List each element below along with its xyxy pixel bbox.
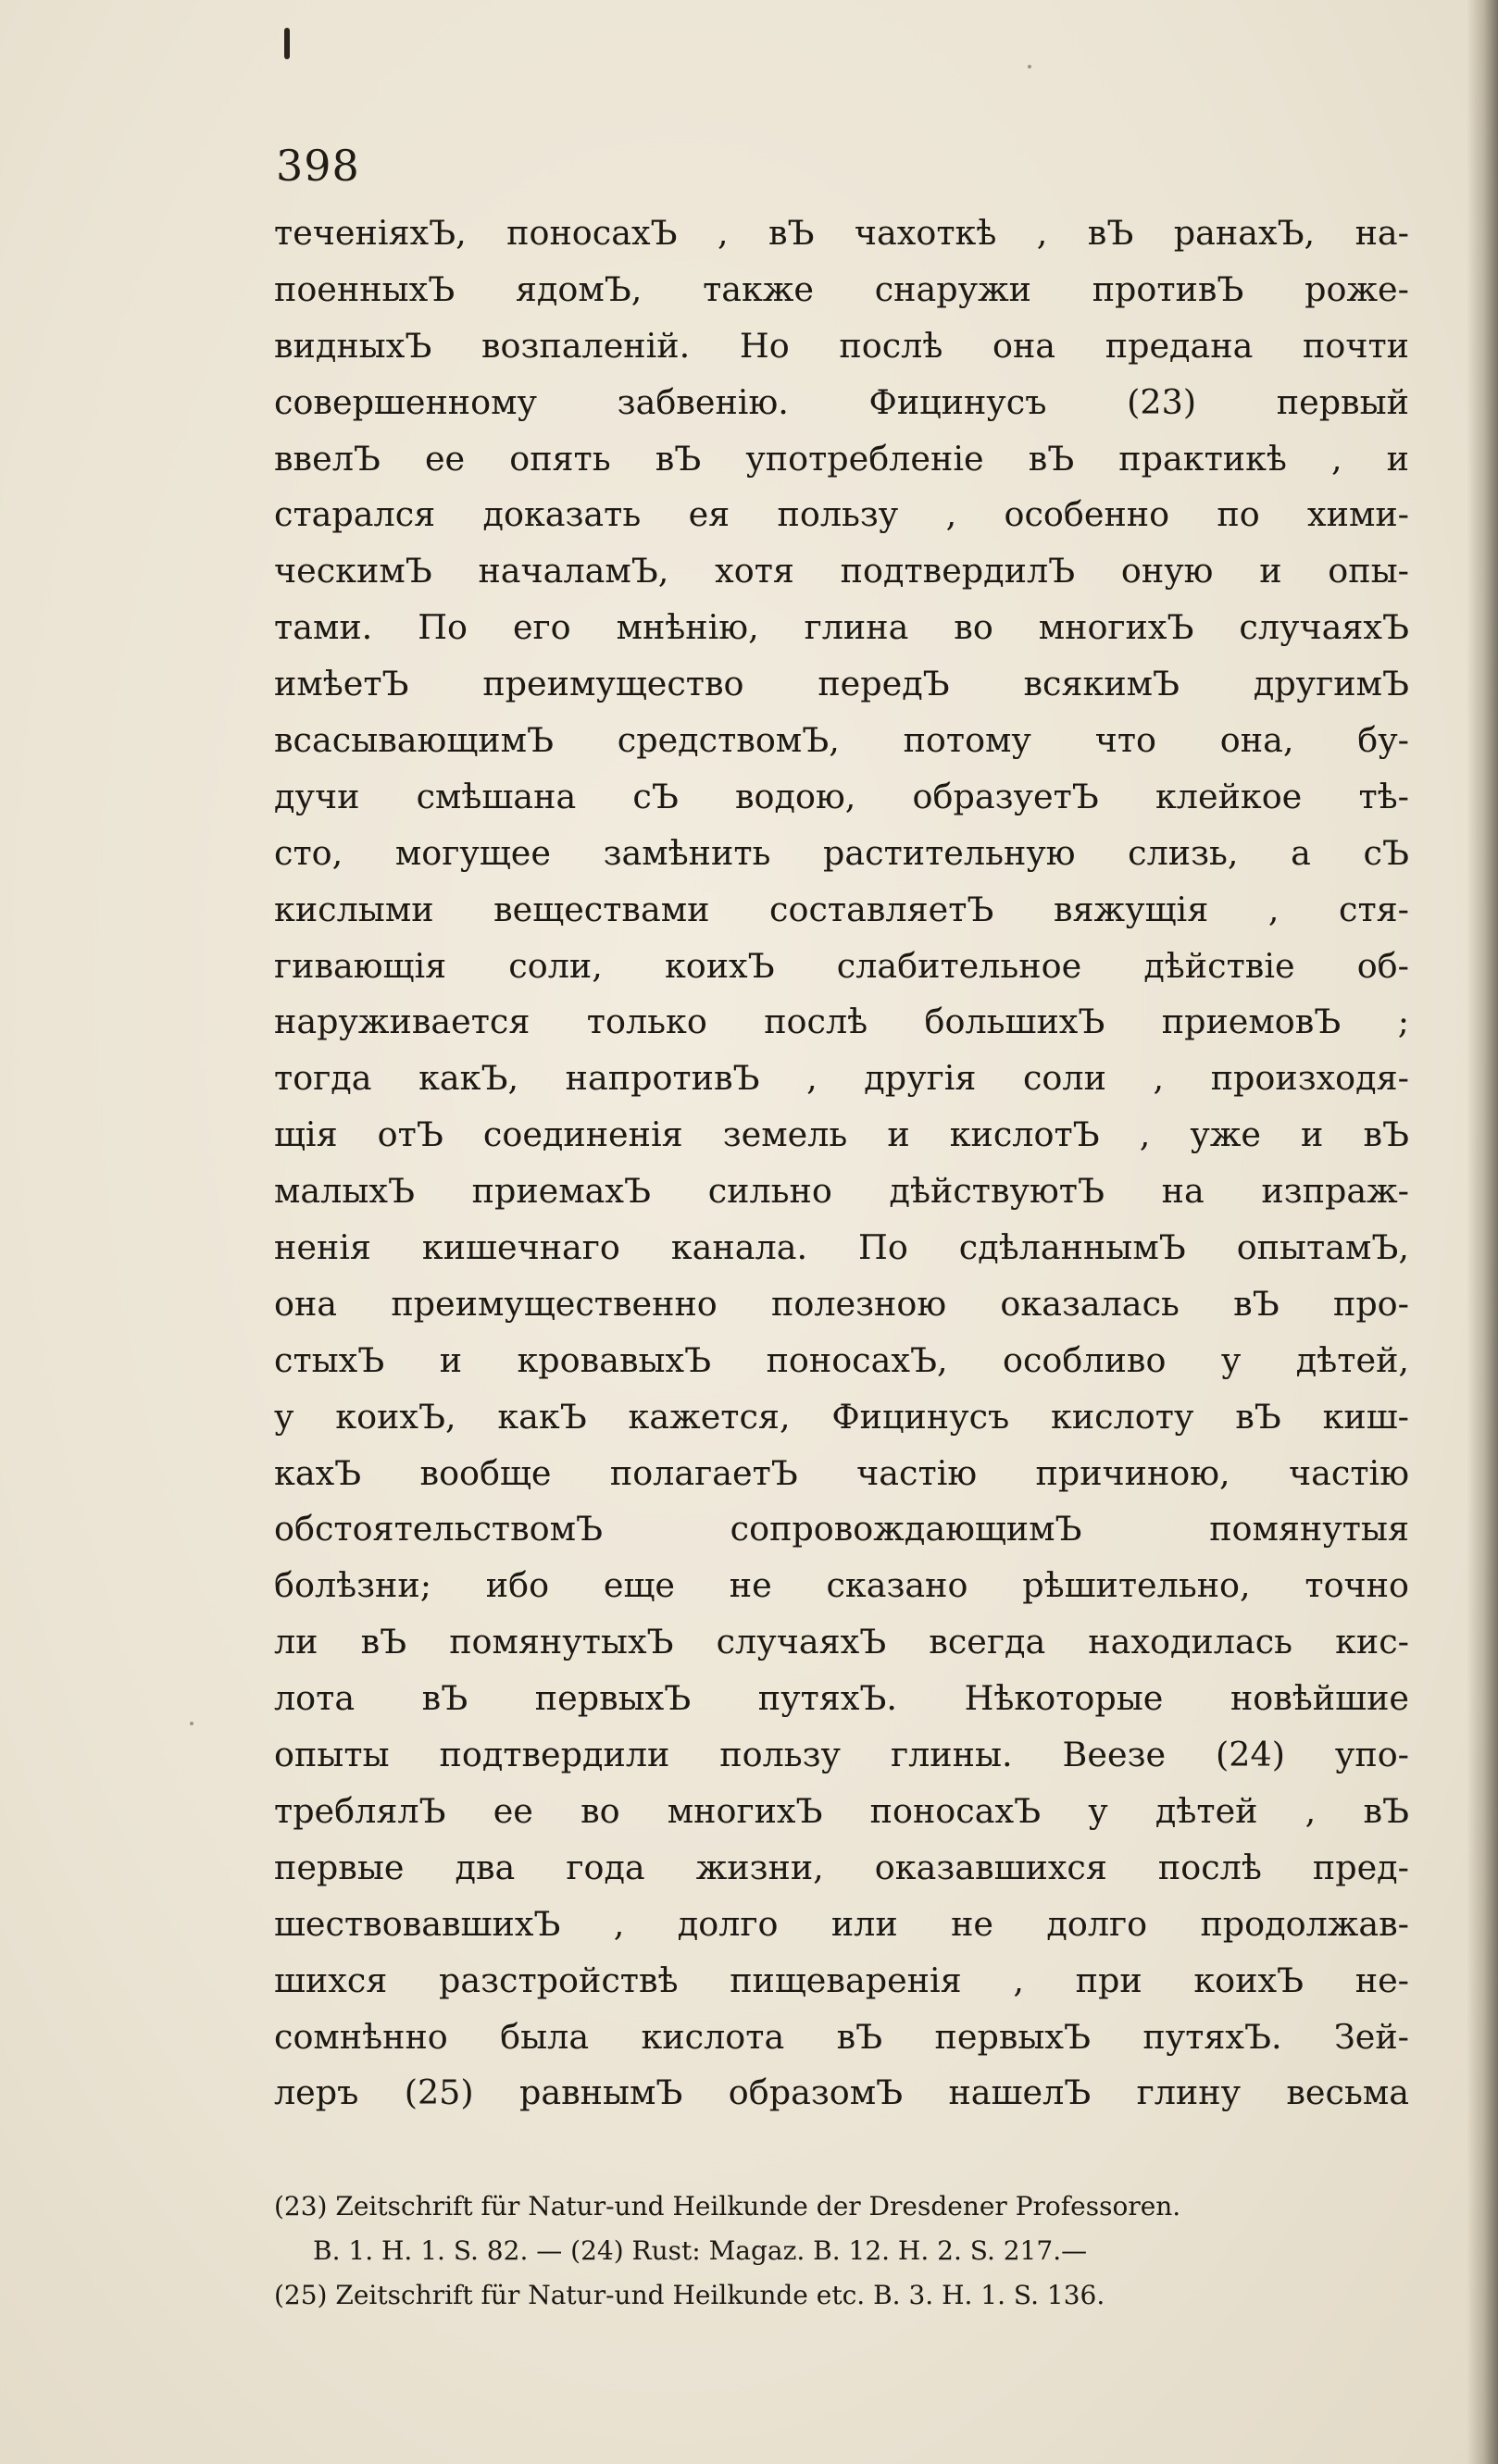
footnote-23: (23) Zeitschrift für Natur-und Heilkunde der Dresdener Professoren. — [274, 2191, 1181, 2221]
footnotes — [274, 2184, 1409, 2318]
spine-shadow — [1467, 0, 1498, 2464]
text-line: теченіяхЪ, поносахЪ , вЪ чахоткѣ , вЪ ранахЪ, на- — [274, 213, 1409, 253]
text-line: кислыми веществами составляетЪ вяжущія , стя- — [274, 889, 1409, 929]
paper-speck — [190, 1722, 193, 1725]
page-number: 398 — [276, 141, 360, 191]
text-line: первые два года жизни, оказавшихся послѣ пред- — [274, 1847, 1409, 1887]
text-line: опыты подтвердили пользу глины. Веезе (24) упо- — [274, 1735, 1409, 1775]
text-line: щія отЪ соединенія земель и кислотЪ , уже и вЪ — [274, 1114, 1409, 1155]
text-line: тогда какЪ, напротивЪ , другія соли , произходя- — [274, 1058, 1409, 1099]
text-line: она преимущественно полезною оказалась вЪ про- — [274, 1283, 1409, 1324]
text-line: видныхЪ возпаленій. Но послѣ она предана почти — [274, 325, 1409, 366]
text-line: у коихЪ, какЪ кажется, Фицинусъ кислоту вЪ киш- — [274, 1396, 1409, 1437]
text-line: гивающія соли, коихЪ слабительное дѣйствіе об- — [274, 945, 1409, 986]
text-line: треблялЪ ее во многихЪ поносахЪ у дѣтей , вЪ — [274, 1790, 1409, 1831]
paper-speck — [1028, 65, 1031, 68]
text-line: сто, могущее замѣнить растительную слизь, а сЪ — [274, 832, 1409, 873]
text-line: болѣзни; ибо еще не сказано рѣшительно, точно — [274, 1565, 1409, 1606]
ink-blemish — [284, 28, 290, 59]
text-line: поенныхЪ ядомЪ, также снаружи противЪ роже- — [274, 268, 1409, 309]
text-line: стыхЪ и кровавыхЪ поносахЪ, особливо у дѣтей, — [274, 1339, 1409, 1380]
text-line: сомнѣнно была кислота вЪ первыхЪ путяхЪ. Зей- — [274, 2016, 1409, 2057]
text-line: малыхЪ приемахЪ сильно дѣйствуютЪ на изпраж- — [274, 1171, 1409, 1212]
text-line: шихся разстройствѣ пищеваренія , при коихЪ не- — [274, 1960, 1409, 2000]
text-line: ческимЪ началамЪ, хотя подтвердилЪ оную и опы- — [274, 551, 1409, 591]
text-line: леръ (25) равнымЪ образомЪ нашелЪ глину весьма — [274, 2072, 1409, 2113]
text-line: совершенному забвенію. Фицинусъ (23) первый — [274, 381, 1409, 422]
text-line: всасывающимЪ средствомЪ, потому что она, бу- — [274, 720, 1409, 761]
text-line: ненія кишечнаго канала. По сдѣланнымЪ опытамЪ, — [274, 1227, 1409, 1268]
text-line: тами. По его мнѣнію, глина во многихЪ случаяхЪ — [274, 607, 1409, 648]
text-line: наруживается только послѣ большихЪ приемовЪ ; — [274, 1002, 1409, 1042]
footnote-25: (25) Zeitschrift für Natur-und Heilkunde etc. B. 3. H. 1. S. 136. — [274, 2280, 1105, 2310]
text-line: ввелЪ ее опять вЪ употребленіе вЪ практикѣ , и — [274, 438, 1409, 479]
footnote-23-cont-24: B. 1. H. 1. S. 82. — (24) Rust: Magaz. B. 12. H. 2. S. 217.— — [313, 2235, 1088, 2266]
text-line: лота вЪ первыхЪ путяхЪ. Нѣкоторые новѣйшие — [274, 1678, 1409, 1719]
text-line: имѣетЪ преимущество передЪ всякимЪ другимЪ — [274, 664, 1409, 704]
body-text — [274, 205, 1409, 2122]
text-line: шествовавшихЪ , долго или не долго продолжав- — [274, 1903, 1409, 1944]
text-line: обстоятельствомЪ сопровождающимЪ помянутыя — [274, 1509, 1409, 1549]
text-line: дучи смѣшана сЪ водою, образуетЪ клейкое тѣ- — [274, 776, 1409, 816]
text-line: старался доказать ея пользу , особенно по хими- — [274, 494, 1409, 535]
text-line: кахЪ вообще полагаетЪ частію причиною, частію — [274, 1452, 1409, 1493]
text-line: ли вЪ помянутыхЪ случаяхЪ всегда находилась кис- — [274, 1622, 1409, 1662]
